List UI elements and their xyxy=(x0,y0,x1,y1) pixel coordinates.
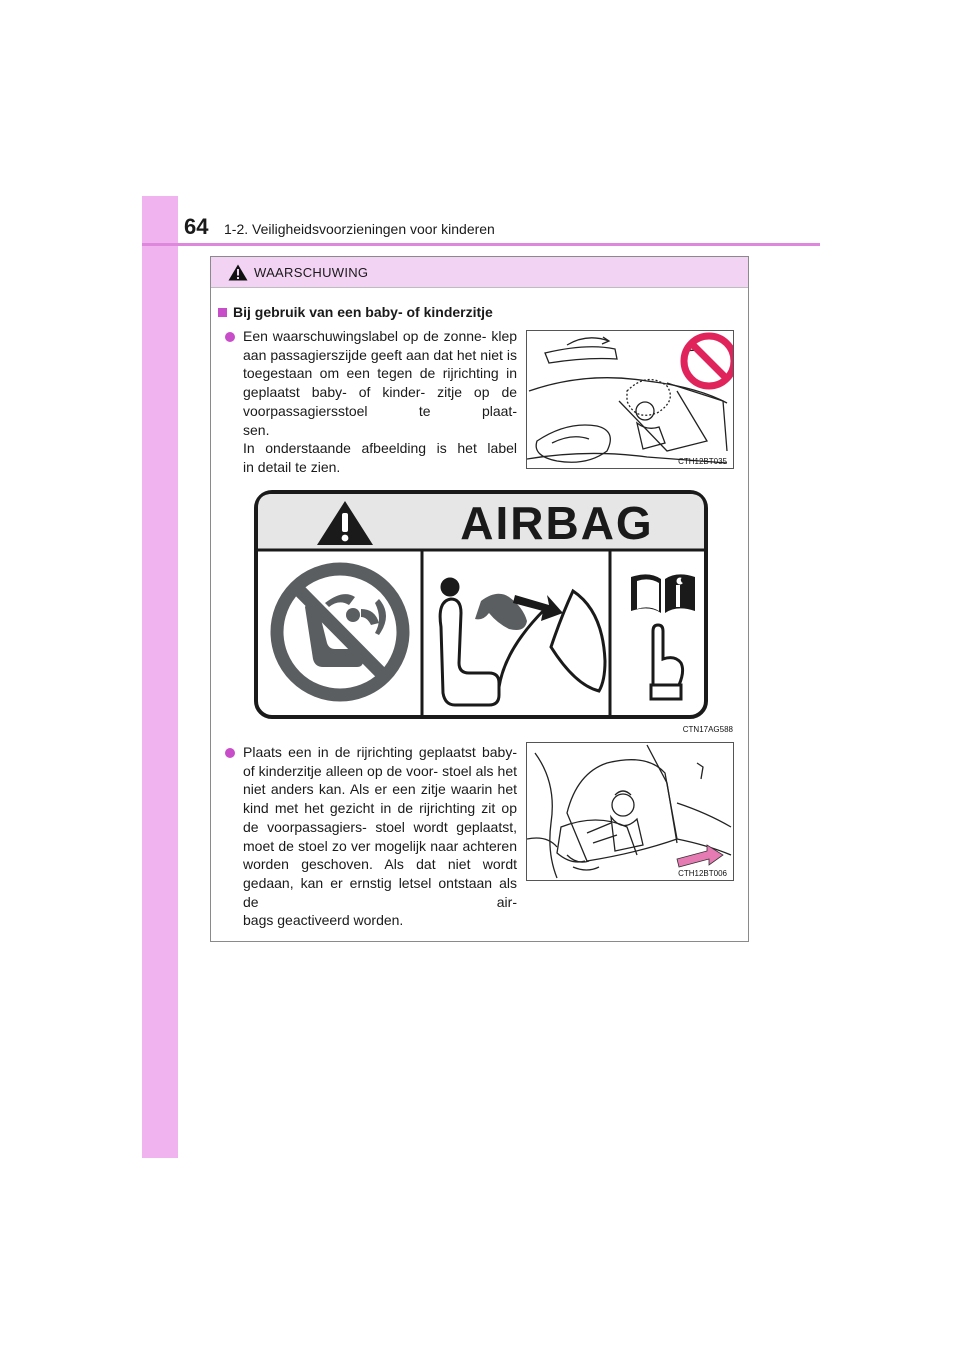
forward-facing-child-seat-drawing xyxy=(527,743,733,880)
airbag-label-figure xyxy=(253,489,733,734)
page-number: 64 xyxy=(184,214,209,239)
warning-box xyxy=(210,256,749,942)
bullet-icon xyxy=(225,748,235,758)
square-bullet-icon xyxy=(218,308,227,317)
airbag-warning-label xyxy=(253,489,709,720)
chapter-sidebar-tab xyxy=(142,196,178,1158)
child-seat-illustration xyxy=(526,742,734,881)
warning-triangle-icon xyxy=(228,264,248,281)
sun-visor-illustration xyxy=(526,330,734,469)
airbag-label-title: AIRBAG xyxy=(460,497,654,549)
figure-code: CTH12BT035 xyxy=(678,457,727,466)
dashboard-airbag-drawing xyxy=(527,331,733,468)
warning-title: WAARSCHUWING xyxy=(254,265,369,280)
item2-text: Plaats een in de rijrichting geplaatst baby- of kinderzitje alleen op de voor- stoel als het niet anders kan. Als er een zitje waarin het kind met het gezicht in de rijrichting zit op de voorpassagiers- stoel wordt geplaatst, moet de stoel zo ver mogelijk naar achteren worden geschoven. Als dat niet wordt gedaan, kan er ernstig letsel ontstaan als de air- bags geactiveerd worden. xyxy=(243,744,518,929)
figure-code: CTN17AG588 xyxy=(682,725,733,734)
warning-header xyxy=(211,257,748,288)
section-heading: Bij gebruik van een baby- of kinderzitje xyxy=(218,304,493,320)
bullet-icon xyxy=(225,332,235,342)
item1-text: Een waarschuwingslabel op de zonne- klep aan passagierszijde geeft aan dat het niet is toegestaan om een tegen de rijrichting in geplaatst baby- of kinder- zitje op de voorpassagiersstoel te plaat- sen. In onderstaande afbeelding is het label in detail te zien. xyxy=(243,328,518,475)
chapter-title: 1-2. Veiligheidsvoorzieningen voor kinderen xyxy=(224,221,495,237)
header-rule xyxy=(142,243,820,246)
figure-code: CTH12BT006 xyxy=(678,869,727,878)
